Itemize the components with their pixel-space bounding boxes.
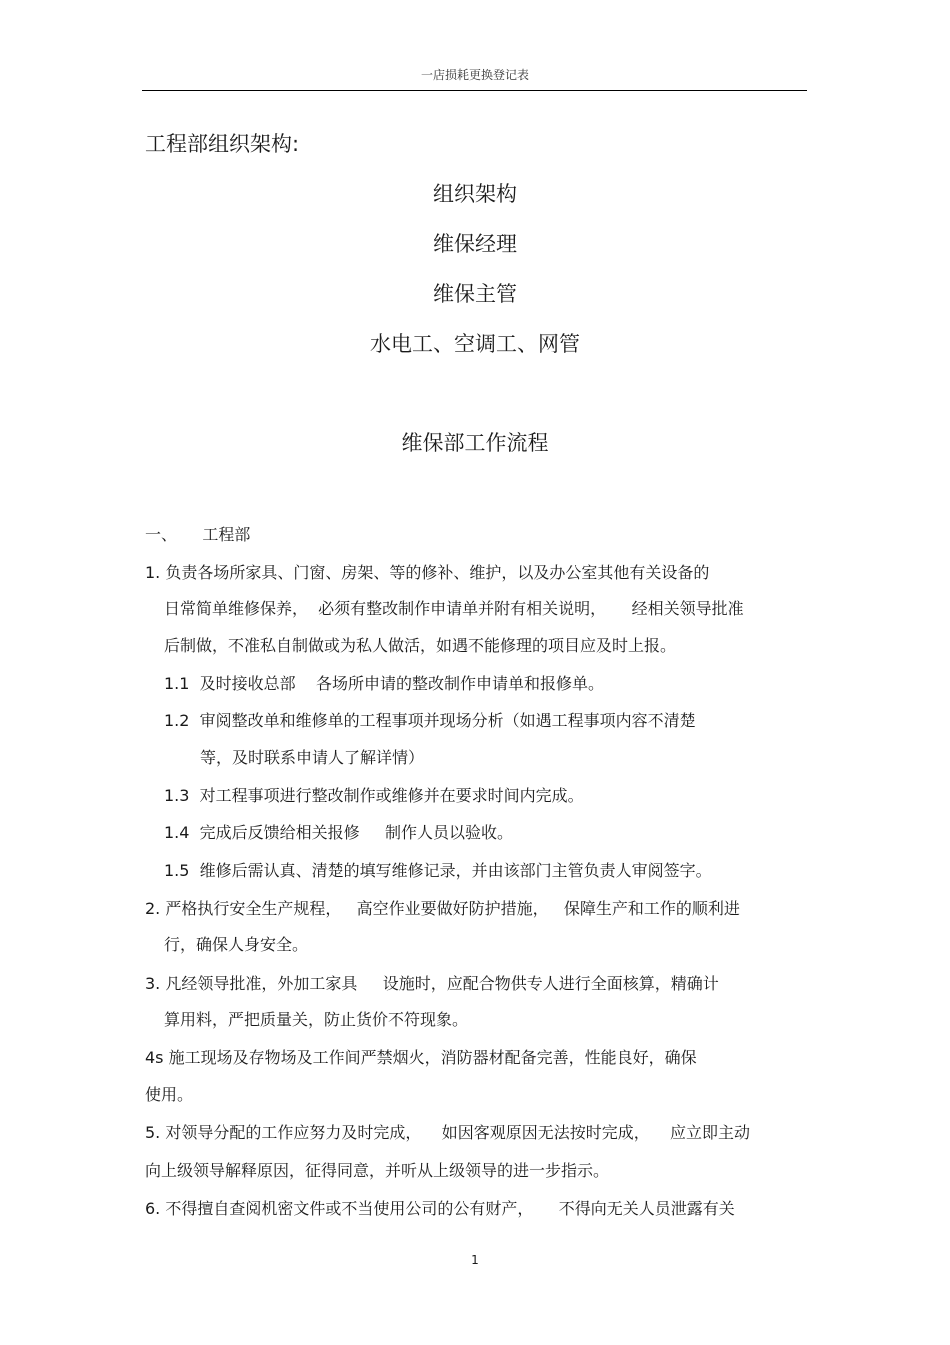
body-line: 1.2 审阅整改单和维修单的工程事项并现场分析（如遇工程事项内容不清楚 (164, 711, 696, 730)
org-line-supervisor: 维保主管 (433, 282, 517, 306)
header-divider (142, 90, 807, 91)
section-title: 维保部工作流程 (401, 431, 549, 455)
org-line-staff: 水电工、空调工、网管 (370, 332, 580, 356)
body-line: 算用料，严把质量关，防止货价不符现象。 (164, 1010, 469, 1029)
body-line: 1.1 及时接收总部 各场所申请的整改制作申请单和报修单。 (164, 674, 604, 693)
body-line: 1.4 完成后反馈给相关报修 制作人员以验收。 (164, 823, 514, 842)
body-line: 1.5 维修后需认真、清楚的填写维修记录，并由该部门主管负责人审阅签字。 (164, 861, 712, 880)
page-number: 1 (471, 1253, 479, 1267)
body-line: 使用。 (145, 1085, 194, 1104)
body-line: 5. 对领导分配的工作应努力及时完成， 如因客观原因无法按时完成， 应立即主动 (145, 1123, 751, 1142)
body-line: 6. 不得擅自查阅机密文件或不当使用公司的公有财产， 不得向无关人员泄露有关 (145, 1199, 735, 1218)
body-line: 4s 施工现场及存物场及工作间严禁烟火，消防器材配备完善，性能良好，确保 (145, 1048, 697, 1067)
body-line: 3. 凡经领导批准，外加工家具 设施时，应配合物供专人进行全面核算，精确计 (145, 974, 719, 993)
org-heading: 工程部组织架构: (145, 132, 300, 156)
org-line-manager: 维保经理 (433, 232, 517, 256)
org-line-structure: 组织架构 (433, 182, 517, 206)
body-line: 1.3 对工程事项进行整改制作或维修并在要求时间内完成。 (164, 786, 584, 805)
body-line: 后制做，不准私自制做或为私人做活，如遇不能修理的项目应及时上报。 (164, 636, 677, 655)
body-line: 2. 严格执行安全生产规程， 高空作业要做好防护措施， 保障生产和工作的顺利进 (145, 899, 740, 918)
body-line: 1. 负责各场所家具、门窗、房架、等的修补、维护，以及办公室其他有关设备的 (145, 563, 710, 582)
section-heading: 一、 工程部 (145, 525, 251, 544)
body-line: 行，确保人身安全。 (164, 935, 309, 954)
page-header: 一店损耗更换登记表 (420, 68, 529, 82)
body-line: 等，及时联系申请人了解详情） (200, 748, 425, 767)
body-line: 向上级领导解释原因，征得同意，并听从上级领导的进一步指示。 (145, 1161, 610, 1180)
body-line: 日常简单维修保养， 必须有整改制作申请单并附有相关说明， 经相关领导批准 (164, 599, 744, 618)
